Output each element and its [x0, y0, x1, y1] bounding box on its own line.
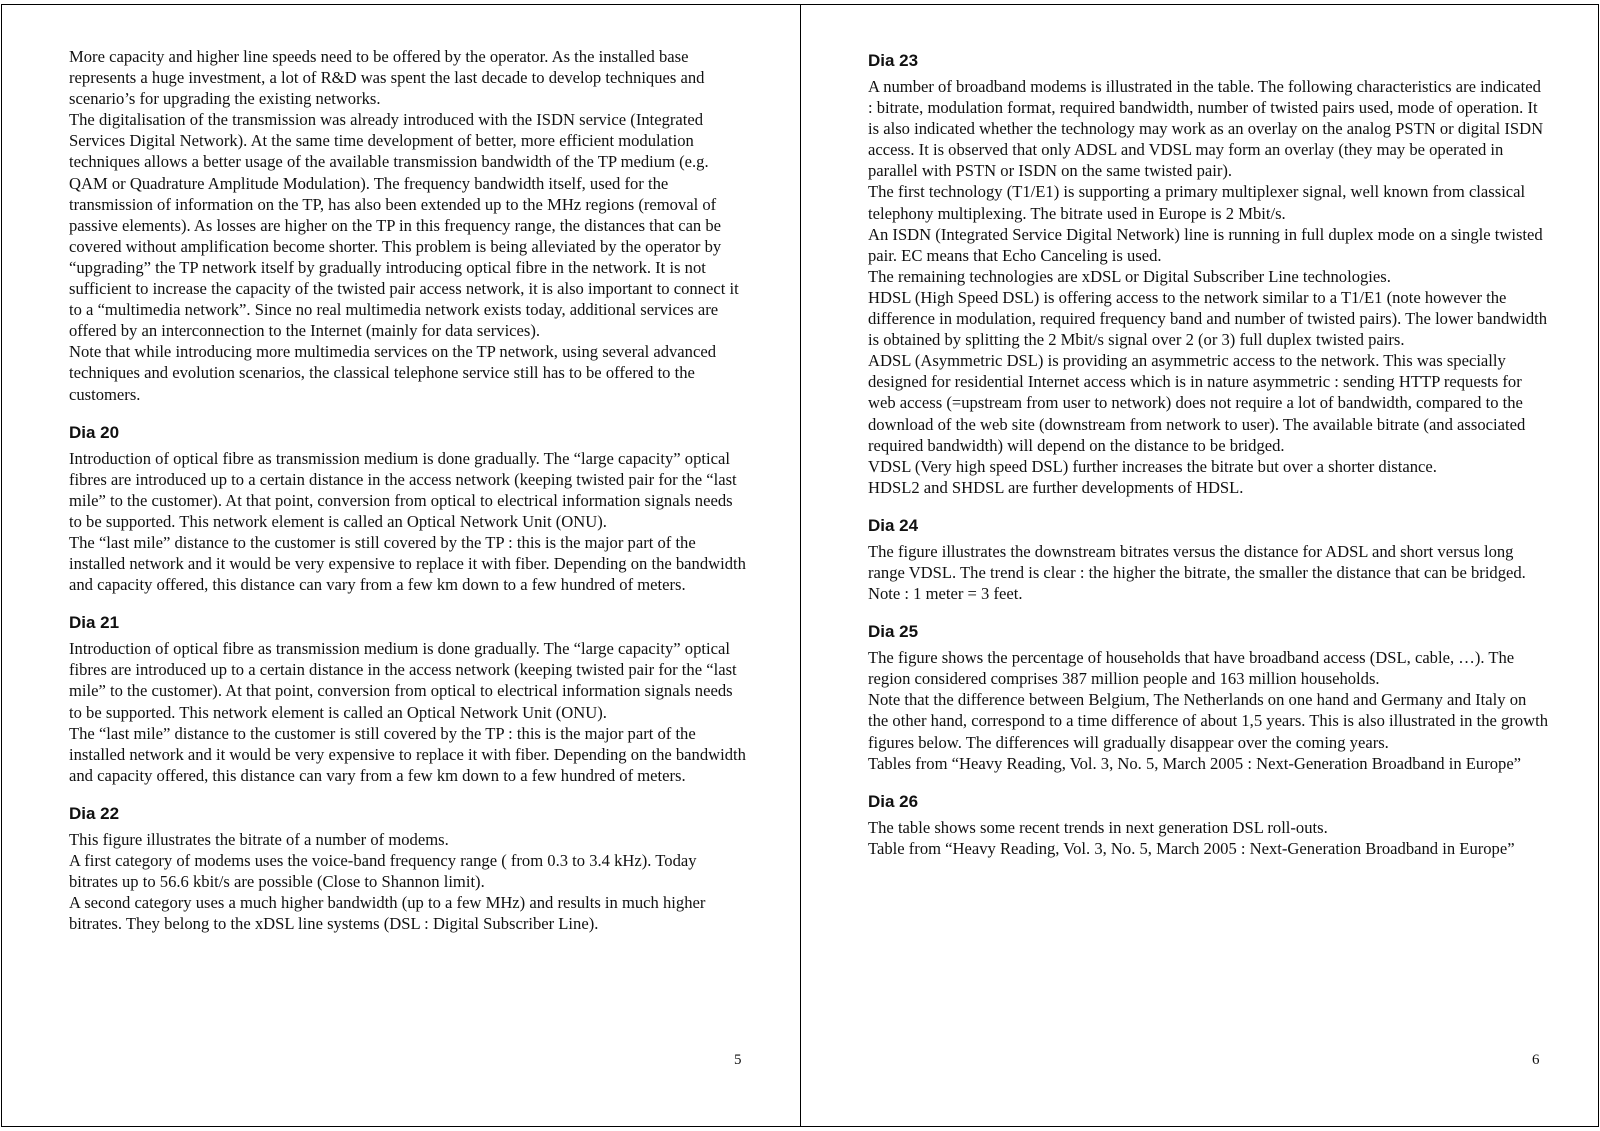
paragraph: A number of broadband modems is illustrated in the table. The following characteristics are indicated : bitrate, modulation format, required bandwidth, number of twisted pairs used, mode of operation. It is also indicated whether the technology may work as an overlay on the analog PSTN or digital ISDN access. It is observed that only ADSL and VDSL may form an overlay (they may be operated in parallel with PSTN or ISDN on the same twisted pair).: [868, 77, 1544, 181]
paragraph: A second category uses a much higher bandwidth (up to a few MHz) and results in much higher bitrates. They belong to the xDSL line systems (DSL : Digital Subscriber Line).: [69, 893, 706, 934]
section-heading-dia-21: Dia 21: [69, 613, 120, 633]
paragraph: A first category of modems uses the voice-band frequency range ( from 0.3 to 3.4 kHz). Today bitrates up to 56.6 kbit/s are possible (Close to Shannon limit).: [69, 851, 697, 892]
paragraph: The “last mile” distance to the customer is still covered by the TP : this is the major part of the installed network and it would be very expensive to replace it with fiber. Depending on the bandwidth and capacity offered, this distance can vary from a few km down to a few hundred of meters.: [69, 723, 746, 785]
paragraph: The first technology (T1/E1) is supporting a primary multiplexer signal, well known from classical telephony multiplexing. The bitrate used in Europe is 2 Mbit/s.: [868, 182, 1526, 223]
paragraph: Introduction of optical fibre as transmission medium is done gradually. The “large capacity” optical fibres are introduced up to a certain distance in the access network (keeping twisted pair for the “last mile” to the customer). At that point, conversion from optical to electrical information signals needs to be supported. This network element is called an Optical Network Unit (ONU).: [69, 448, 737, 531]
page-divider: [800, 4, 801, 1127]
section-heading-dia-22: Dia 22: [69, 803, 120, 823]
paragraph: ADSL (Asymmetric DSL) is providing an asymmetric access to the network. This was specially designed for residential Internet access which is in nature asymmetric : sending HTTP requests for web access (=upstream from user to network) does not require a lot of bandwidth, compared to the download of the web site (downstream from network to user). The available bitrate (and associated required bandwidth) will depend on the distance to be bridged.: [868, 351, 1526, 455]
intro-paragraph: Note that while introducing more multimedia services on the TP network, using several advanced techniques and evolution scenarios, the classical telephone service still has to be offered to the customers.: [69, 342, 716, 404]
paragraph: The table shows some recent trends in next generation DSL roll-outs.: [868, 817, 1328, 837]
left-page: [69, 46, 747, 934]
section-heading-dia-24: Dia 24: [868, 515, 919, 535]
paragraph: Introduction of optical fibre as transmission medium is done gradually. The “large capacity” optical fibres are introduced up to a certain distance in the access network (keeping twisted pair for the “last mile” to the customer). At that point, conversion from optical to electrical information signals needs to be supported. This network element is called an Optical Network Unit (ONU).: [69, 639, 737, 722]
intro-paragraph: More capacity and higher line speeds need to be offered by the operator. As the installed base represents a huge investment, a lot of R&D was spent the last decade to develop techniques and scenario’s for upgrading the existing networks.: [69, 47, 705, 109]
paragraph: The “last mile” distance to the customer is still covered by the TP : this is the major part of the installed network and it would be very expensive to replace it with fiber. Depending on the bandwidth and capacity offered, this distance can vary from a few km down to a few hundred of meters.: [69, 532, 746, 595]
paragraph: The figure shows the percentage of households that have broadband access (DSL, cable, …). The region considered comprises 387 million people and 163 million households.: [868, 648, 1515, 689]
section-heading-dia-20: Dia 20: [69, 422, 120, 442]
paragraph: HDSL2 and SHDSL are further developments of HDSL.: [868, 477, 1244, 497]
paragraph: The figure illustrates the downstream bitrates versus the distance for ADSL and short versus long range VDSL. The trend is clear : the higher the bitrate, the smaller the distance that can be bridged. Note : 1 meter = 3 feet.: [868, 541, 1526, 604]
paragraph: The remaining technologies are xDSL or Digital Subscriber Line technologies.: [868, 266, 1391, 286]
section-heading-dia-26: Dia 26: [868, 791, 919, 811]
paragraph: An ISDN (Integrated Service Digital Network) line is running in full duplex mode on a single twisted pair. EC means that Echo Canceling is used.: [868, 224, 1543, 265]
intro-paragraph: The digitalisation of the transmission was already introduced with the ISDN service (Integrated Services Digital Network). At the same time development of better, more efficient modulation techniques allows a better usage of the available transmission bandwidth of the TP medium (e.g. QAM or Quadrature Amplitude Modulation). The frequency bandwidth itself, used for the transmission of information on the TP, has also been extended up to the MHz regions (removal of passive elements). As losses are higher on the TP in this frequency range, the distances that can be covered without amplification become shorter. This problem is being alleviated by the operator by “upgrading” the TP network itself by gradually introducing optical fibre in the network. It is not sufficient to increase the capacity of the twisted pair access network, it is also important to connect it to a “multimedia network”. Since no real multimedia network exists today, additional services are offered by an interconnection to the Internet (mainly for data services).: [69, 110, 739, 341]
right-page: [868, 46, 1548, 859]
paragraph: Note that the difference between Belgium, The Netherlands on one hand and Germany and Italy on the other hand, correspond to a time difference of about 1,5 years. This is also illustrated in the growth figures below. The differences will gradually disappear over the coming years.: [868, 690, 1549, 752]
section-heading-dia-25: Dia 25: [868, 622, 919, 642]
paragraph: HDSL (High Speed DSL) is offering access to the network similar to a T1/E1 (note however the difference in modulation, required frequency band and number of twisted pairs). The lower bandwidth is obtained by splitting the 2 Mbit/s signal over 2 (or 3) full duplex twisted pairs.: [868, 287, 1548, 350]
paragraph: Tables from “Heavy Reading, Vol. 3, No. 5, March 2005 : Next-Generation Broadband in Europe”: [868, 753, 1522, 773]
page-number-right: 6: [1532, 1052, 1540, 1068]
section-heading-dia-23: Dia 23: [868, 51, 919, 70]
paragraph: Table from “Heavy Reading, Vol. 3, No. 5, March 2005 : Next-Generation Broadband in Europe”: [868, 838, 1515, 858]
page-number-left: 5: [734, 1052, 742, 1068]
paragraph: VDSL (Very high speed DSL) further increases the bitrate but over a shorter distance.: [868, 456, 1437, 476]
paragraph: This figure illustrates the bitrate of a number of modems.: [69, 829, 449, 849]
